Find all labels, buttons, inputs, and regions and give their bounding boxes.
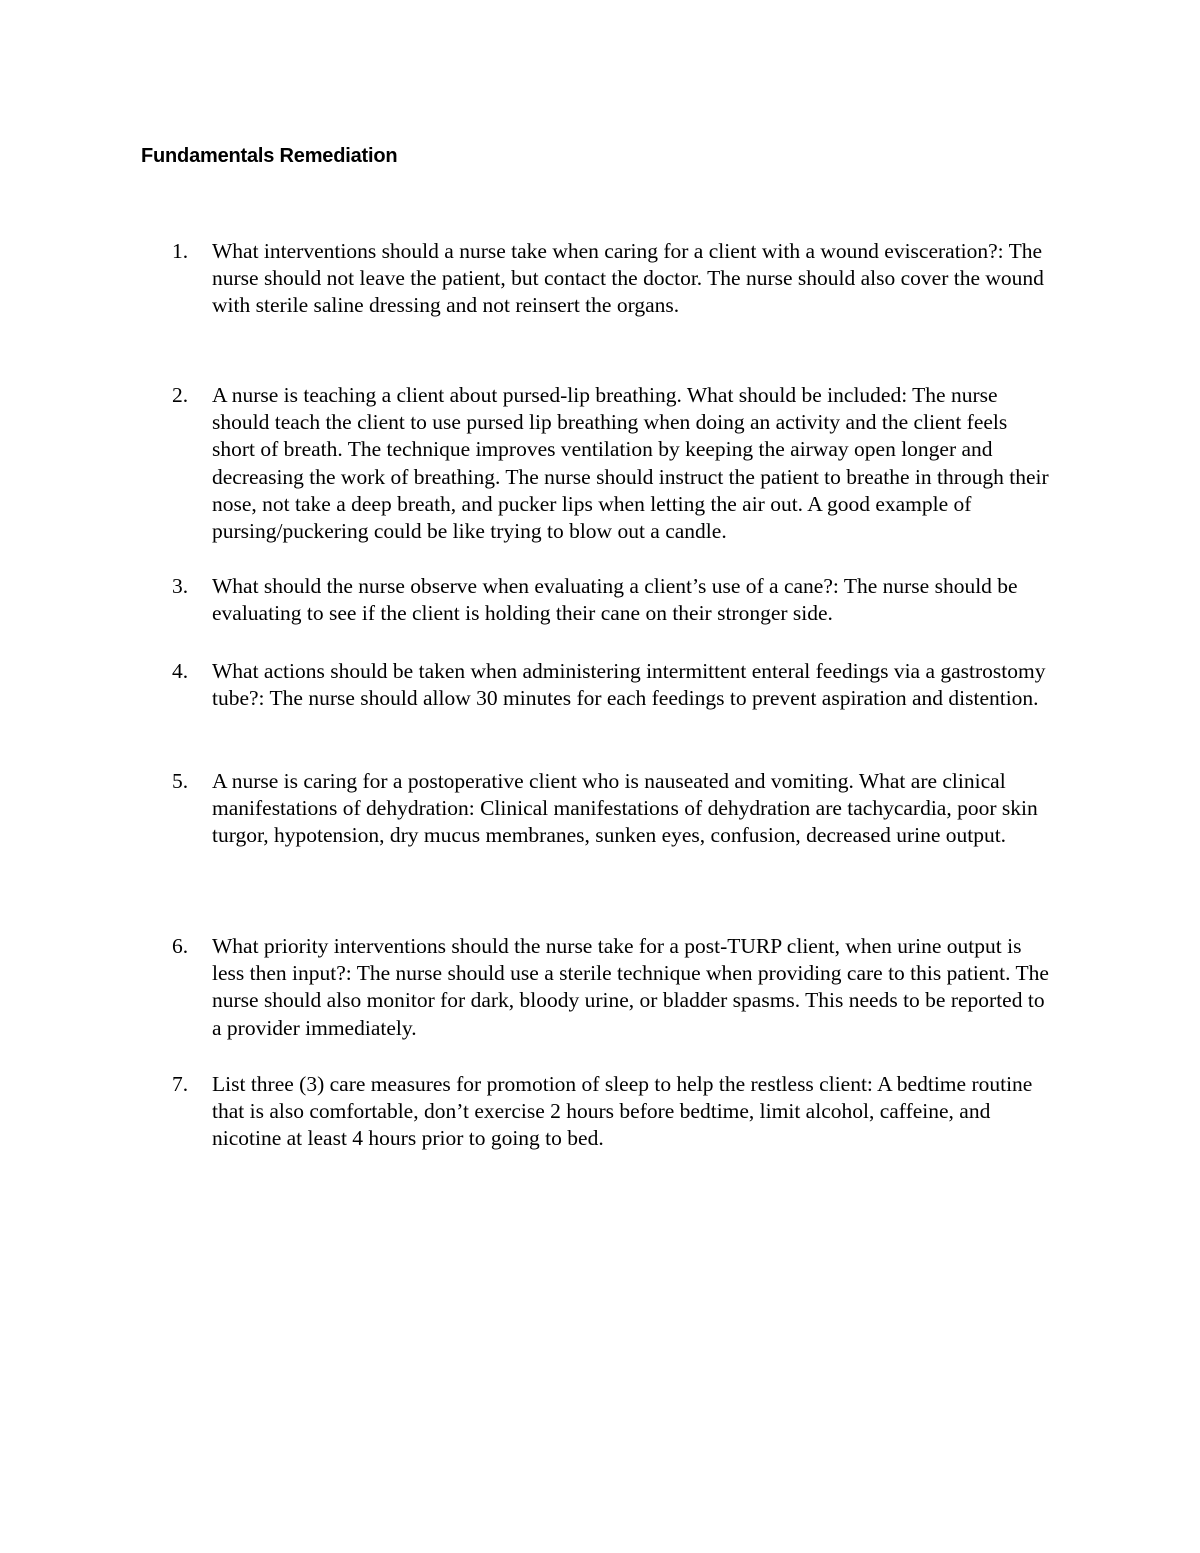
list-item (172, 933, 1052, 1042)
item-number: 4. (172, 659, 189, 683)
item-number: 6. (172, 934, 189, 958)
item-number: 2. (172, 383, 189, 407)
item-number: 3. (172, 574, 189, 598)
item-number: 5. (172, 769, 189, 793)
item-text: List three (3) care measures for promotion of sleep to help the restless client: A bedtime routine that is also comfortable, don’t exercise 2 hours before bedtime, limit alcohol, caffeine, and nicotine at least 4 hours prior to going to bed. (212, 1072, 1033, 1151)
list-item (172, 238, 1052, 320)
item-text: What actions should be taken when administering intermittent enteral feedings via a gastrostomy tube?: The nurse should allow 30 minutes for each feedings to prevent aspiration and distention. (212, 659, 1046, 711)
item-text: What interventions should a nurse take when caring for a client with a wound evisceration?: The nurse should not leave the patient, but contact the doctor. The nurse should also cover the wound with sterile saline dressing and not reinsert the organs. (212, 239, 1044, 318)
item-text: A nurse is teaching a client about pursed-lip breathing. What should be included: The nurse should teach the client to use pursed lip breathing when doing an activity and the client feels short of breath. The technique improves ventilation by keeping the airway open longer and decreasing the work of breathing. The nurse should instruct the patient to breathe in through their nose, not take a deep breath, and pucker lips when letting the air out. A good example of pursing/puckering could be like trying to blow out a candle. (212, 383, 1049, 544)
item-text: A nurse is caring for a postoperative client who is nauseated and vomiting. What are clinical manifestations of dehydration: Clinical manifestations of dehydration are tachycardia, poor skin turgor, hypotension, dry mucus membranes, sunken eyes, confusion, decreased urine output. (212, 769, 1038, 848)
list-item (172, 658, 1052, 712)
list-item (172, 573, 1052, 627)
list-item (172, 382, 1052, 545)
item-text: What priority interventions should the nurse take for a post-TURP client, when urine output is less then input?: The nurse should use a sterile technique when providing care to this patient. The nurse should also monitor for dark, bloody urine, or bladder spasms. This needs to be reported to a provider immediately. (212, 934, 1049, 1040)
list-item (172, 1071, 1052, 1153)
document-title: Fundamentals Remediation (141, 145, 398, 167)
item-number: 1. (172, 239, 189, 263)
item-text: What should the nurse observe when evaluating a client’s use of a cane?: The nurse should be evaluating to see if the client is holding their cane on their stronger side. (212, 574, 1018, 626)
list-item (172, 768, 1052, 850)
item-number: 7. (172, 1072, 189, 1096)
